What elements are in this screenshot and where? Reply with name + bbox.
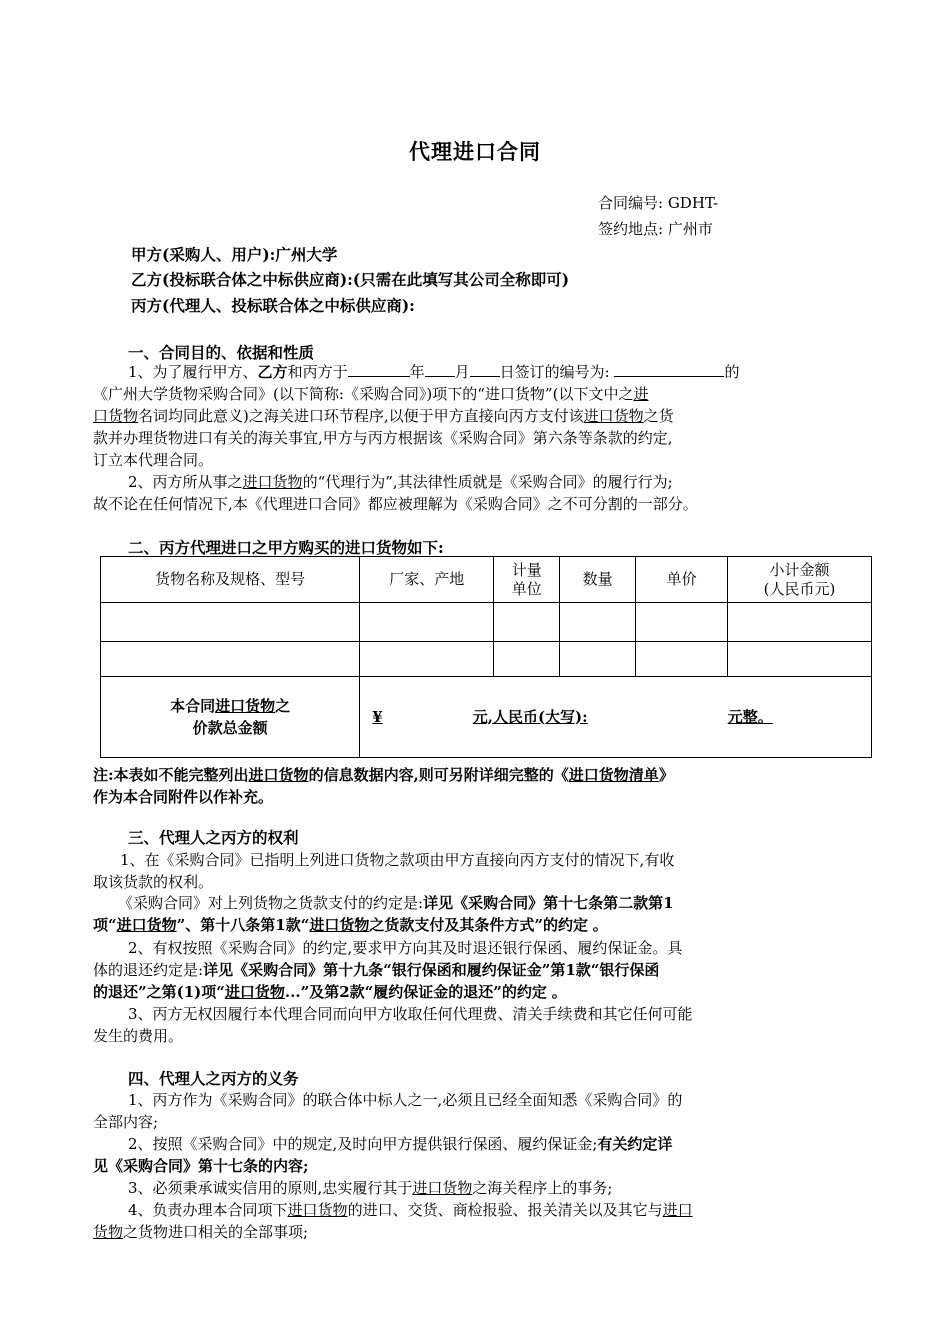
text: 元,人民币(大写): <box>472 707 588 726</box>
s3-p2-line2 <box>93 914 608 936</box>
text: 本合同 <box>170 697 216 715</box>
s1-p1-line5: 订立本代理合同。 <box>93 451 214 469</box>
text: 的进口、交货、商检报验、报关清关以及其它与 <box>347 1201 663 1219</box>
text: 乙方 <box>257 363 288 381</box>
text: 1、为了履行甲方、 <box>128 363 258 381</box>
text: 计量 <box>511 560 542 579</box>
bold-text: ”、第十八条第1款“ <box>176 916 310 934</box>
table-cell[interactable] <box>728 603 872 642</box>
table-cell[interactable] <box>728 642 872 677</box>
section-1-heading: 一、合同目的、依据和性质 <box>128 343 315 362</box>
s4-p3-line1 <box>128 1177 612 1199</box>
s1-p1-line3 <box>93 405 674 427</box>
underlined-term: 进口货物 <box>116 916 177 934</box>
text: 2、丙方所从事之 <box>128 473 243 491</box>
header-unit <box>494 557 560 603</box>
table-cell[interactable] <box>101 603 360 642</box>
text: 小计金额 <box>769 560 830 579</box>
text: 3、必须秉承诚实信用的原则,忠实履行其于 <box>128 1179 413 1197</box>
table-cell[interactable] <box>360 642 494 677</box>
underlined-term: 口货物 <box>93 407 139 425</box>
text: 2、按照《采购合同》中的规定,及时向甲方提供银行保函、履约保证金; <box>128 1135 598 1153</box>
text: 之货 <box>643 407 674 425</box>
number-blank <box>614 362 724 377</box>
underlined-term: 进口 <box>662 1201 693 1219</box>
total-label <box>101 677 360 758</box>
document-title: 代理进口合同 <box>409 139 541 164</box>
table-cell[interactable] <box>560 642 636 677</box>
s3-p1-line2: 取该货款的权利。 <box>93 873 214 891</box>
bold-text: 有关约定详 <box>597 1135 673 1153</box>
text: 《广州大学货物采购合同》(以下简称:《采购合同》)项下的“进口货物”(以下文中之 <box>93 385 634 403</box>
text: 之货物进口相关的全部事项; <box>123 1223 309 1241</box>
year-blank <box>348 362 410 377</box>
underlined-term: 进口货物清单 <box>568 766 659 784</box>
text: 之 <box>275 697 291 715</box>
s4-p1-line2: 全部内容; <box>93 1113 159 1131</box>
text: 的信息数据内容,则可另附详细完整的《 <box>308 766 569 784</box>
table-header-row <box>101 557 872 603</box>
yen-sign: ¥ <box>372 707 383 726</box>
table-cell[interactable] <box>636 603 728 642</box>
table-cell[interactable] <box>560 603 636 642</box>
signing-place: 签约地点: 广州市 <box>598 220 713 238</box>
header-manufacturer: 厂家、产地 <box>360 557 494 603</box>
table-cell[interactable] <box>360 603 494 642</box>
bold-text: 详见《采购合同》第十九条“银行保函和履约保证金”第1款“银行保函 <box>203 961 660 979</box>
total-amount <box>360 677 872 758</box>
header-unit-price: 单价 <box>636 557 728 603</box>
underlined-term: 货物 <box>93 1223 124 1241</box>
s4-p1-line1: 1、丙方作为《采购合同》的联合体中标人之一,必须且已经全面知悉《采购合同》的 <box>128 1091 683 1109</box>
s3-p3-line1: 2、有权按照《采购合同》的约定,要求甲方向其及时退还银行保函、履约保证金。具 <box>128 939 683 957</box>
s1-p2-line2: 故不论在任何情况下,本《代理进口合同》都应被理解为《采购合同》之不可分割的一部分。 <box>93 495 698 513</box>
s4-p2-line1 <box>128 1133 672 1155</box>
s3-p2-line1 <box>118 892 674 914</box>
text: 的“代理行为”,其法律性质就是《采购合同》的履行行为; <box>302 473 673 491</box>
underlined-term: 进口货物 <box>248 766 309 784</box>
bold-text: 。 <box>592 916 608 934</box>
underlined-term: 进口货物 <box>583 407 644 425</box>
text: 的 <box>724 363 740 381</box>
party-b: 乙方(投标联合体之中标供应商):(只需在此填写其公司全称即可) <box>131 270 570 289</box>
section-2-heading: 二、丙方代理进口之甲方购买的进口货物如下: <box>128 538 444 557</box>
text: 月 <box>454 363 470 381</box>
table-note-line2: 作为本合同附件以作补充。 <box>93 788 274 806</box>
header-goods-name: 货物名称及规格、型号 <box>101 557 360 603</box>
underlined-term: 进口货物 <box>287 1201 348 1219</box>
text: (人民币元) <box>763 579 836 598</box>
party-c: 丙方(代理人、投标联合体之中标供应商): <box>131 296 415 315</box>
s1-p2-line1 <box>128 471 673 493</box>
bold-text: 项“ <box>93 916 117 934</box>
text: 价款总金额 <box>192 719 268 737</box>
party-a: 甲方(采购人、用户):广州大学 <box>131 245 338 264</box>
underlined-term: 进 <box>633 385 649 403</box>
text: 之海关程序上的事务; <box>472 1179 613 1197</box>
bold-text: 的退还”之第(1)项“ <box>93 983 225 1001</box>
month-blank <box>425 362 455 377</box>
text: 体的退还约定是: <box>93 961 204 979</box>
s4-p4-line1 <box>128 1199 693 1221</box>
bold-text: ...”及第2款“履约保证金的退还”的约定 <box>284 983 547 1001</box>
bold-text: 详见《采购合同》第十七条第二款第1 <box>423 894 674 912</box>
header-quantity: 数量 <box>560 557 636 603</box>
table-cell[interactable] <box>494 603 560 642</box>
underlined-term: 进口货物 <box>224 983 285 1001</box>
day-blank <box>470 362 500 377</box>
header-subtotal <box>728 557 872 603</box>
table-cell[interactable] <box>636 642 728 677</box>
text: 名词均同此意义)之海关进口环节程序,以便于甲方直接向丙方支付该 <box>138 407 584 425</box>
s3-p4-line2: 发生的费用。 <box>93 1027 184 1045</box>
s3-p1-line1: 1、在《采购合同》已指明上列进口货物之款项由甲方直接向丙方支付的情况下,有收 <box>120 851 675 869</box>
table-cell[interactable] <box>101 642 360 677</box>
text: 》 <box>658 766 674 784</box>
text: 单位 <box>511 579 542 598</box>
total-row <box>101 677 872 758</box>
s3-p3-line2 <box>93 959 659 981</box>
table-note-line1 <box>93 764 674 785</box>
s1-p1-line4: 款并办理货物进口有关的海关事宜,甲方与丙方根据该《采购合同》第六条等条款的约定, <box>93 429 673 447</box>
s1-p1-line1 <box>128 361 739 383</box>
underlined-term: 进口货物 <box>412 1179 473 1197</box>
s1-p1-line2 <box>93 383 648 405</box>
text: 元整。 <box>727 707 773 726</box>
section-4-heading: 四、代理人之丙方的义务 <box>128 1069 299 1088</box>
text: 4、负责办理本合同项下 <box>128 1201 288 1219</box>
table-row <box>101 603 872 642</box>
table-cell[interactable] <box>494 642 560 677</box>
total-amount-line <box>372 708 772 726</box>
goods-table <box>100 556 872 758</box>
underlined-term: 进口货物 <box>215 697 276 715</box>
text: 年 <box>409 363 425 381</box>
underlined-term: 进口货物 <box>309 916 370 934</box>
text: 日签订的编号为: <box>499 363 610 381</box>
s4-p4-line2 <box>93 1221 308 1243</box>
table-row <box>101 642 872 677</box>
bold-text: 。 <box>551 983 567 1001</box>
s3-p4-line1: 3、丙方无权因履行本代理合同而向甲方收取任何代理费、清关手续费和其它任何可能 <box>128 1005 693 1023</box>
s3-p3-line3 <box>93 981 567 1003</box>
contract-number: 合同编号: GDHT- <box>598 194 719 212</box>
text: 《采购合同》对上列货物之货款支付的约定是: <box>118 894 424 912</box>
s4-p2-line2: 见《采购合同》第十七条的内容; <box>93 1157 309 1175</box>
bold-text: 之货款支付及其条件方式”的约定 <box>369 916 589 934</box>
text: 和丙方于 <box>287 363 348 381</box>
text: 注:本表如不能完整列出 <box>93 766 249 784</box>
underlined-term: 进口货物 <box>242 473 303 491</box>
section-3-heading: 三、代理人之丙方的权利 <box>128 828 299 847</box>
